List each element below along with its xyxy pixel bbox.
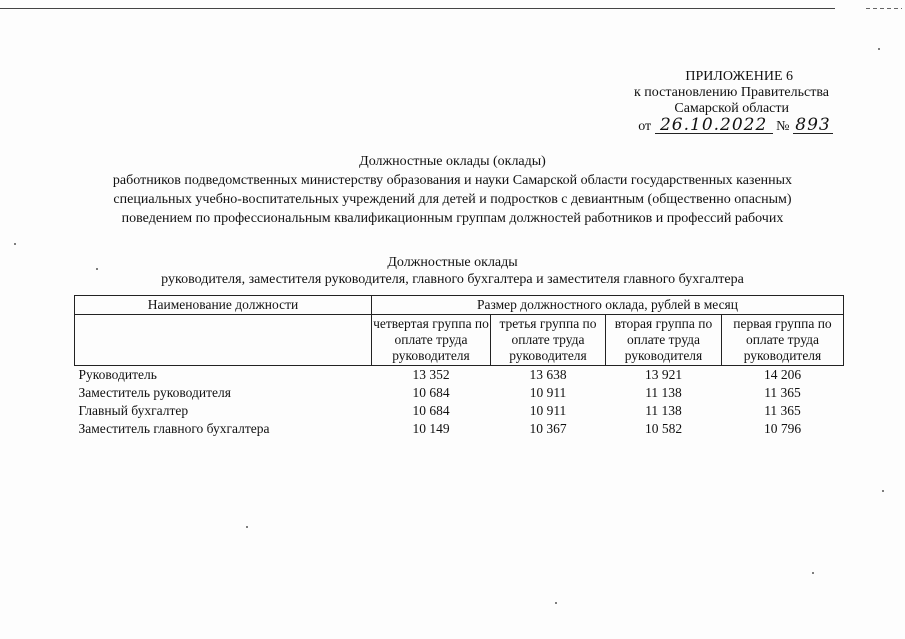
- salary-value: 10 684: [412, 385, 450, 400]
- salary-value: 10 367: [529, 421, 567, 436]
- appendix-resolution-line: к постановлению Правительства: [633, 85, 829, 100]
- group-header-4: четвертая группа по оплате труда руководителя: [372, 315, 491, 366]
- column-header-salary: Размер должностного оклада, рублей в месяц: [372, 296, 844, 315]
- salary-value: 14 206: [763, 367, 802, 382]
- appendix-dateline: [634, 117, 833, 135]
- salary-value: 11 138: [645, 385, 682, 400]
- scan-speck: [555, 602, 557, 604]
- group-header-3: третья группа по оплате труда руководителя: [491, 315, 606, 366]
- salary-table: [74, 295, 844, 438]
- heading-line-3: специальных учебно-воспитательных учреждений для детей и подростков с девиантным (общественно опасным): [113, 192, 792, 207]
- salary-value: 10 582: [644, 421, 683, 436]
- scan-speck: [246, 526, 248, 528]
- salary-value: 11 138: [645, 403, 682, 418]
- salary-value: 10 911: [529, 403, 567, 418]
- table-row: [75, 420, 844, 438]
- scan-border-dashes: [866, 8, 902, 9]
- salary-value: 10 911: [529, 385, 567, 400]
- from-label: от: [638, 119, 652, 134]
- group-header-1: первая группа по оплате труда руководителя: [722, 315, 844, 366]
- salary-value: 11 365: [764, 385, 801, 400]
- table-heading-line-2: руководителя, заместителя руководителя, главного бухгалтера и заместителя главного бухгалтера: [161, 272, 744, 287]
- table-row: [75, 366, 844, 385]
- scan-border-line: [0, 8, 835, 9]
- table-subheader-row: [75, 315, 844, 366]
- position-name: Заместитель руководителя: [78, 385, 231, 400]
- heading-line-4: поведением по профессиональным квалификационным группам должностей работников и профессий рабочих: [121, 211, 784, 226]
- group-header-2: вторая группа по оплате труда руководителя: [606, 315, 722, 366]
- salary-value: 13 921: [644, 367, 683, 382]
- position-name: Заместитель главного бухгалтера: [78, 421, 270, 436]
- table-row: [75, 384, 844, 402]
- table-heading-line-1: Должностные оклады: [387, 255, 518, 270]
- salary-value: 13 638: [529, 367, 567, 382]
- heading-line-2: работников подведомственных министерству образования и науки Самарской области государственных казенных: [112, 173, 793, 188]
- position-name: Главный бухгалтер: [78, 403, 189, 418]
- column-header-position-cont: [75, 315, 372, 366]
- salary-value: 10 684: [412, 403, 450, 418]
- position-name: Руководитель: [78, 367, 157, 382]
- salary-value: 13 352: [412, 367, 450, 382]
- document-heading: [0, 152, 905, 228]
- scan-speck: [882, 490, 884, 492]
- handwritten-date: 26.10.2022: [655, 117, 773, 134]
- number-label: №: [776, 119, 790, 134]
- table-row: [75, 402, 844, 420]
- appendix-title: ПРИЛОЖЕНИЕ 6: [685, 69, 793, 84]
- column-header-position: Наименование должности: [75, 296, 372, 315]
- salary-value: 10 149: [412, 421, 450, 436]
- appendix-region-line: Самарской области: [674, 101, 789, 116]
- table-header-row: [75, 296, 844, 315]
- scan-speck: [878, 48, 880, 50]
- scan-speck: [812, 572, 814, 574]
- handwritten-number: 893: [793, 117, 833, 134]
- salary-value: 11 365: [764, 403, 801, 418]
- salary-value: 10 796: [763, 421, 802, 436]
- table-heading: [0, 254, 905, 288]
- appendix-block: [633, 69, 831, 135]
- heading-line-1: Должностные оклады (оклады): [359, 154, 546, 169]
- scan-speck: [14, 243, 16, 245]
